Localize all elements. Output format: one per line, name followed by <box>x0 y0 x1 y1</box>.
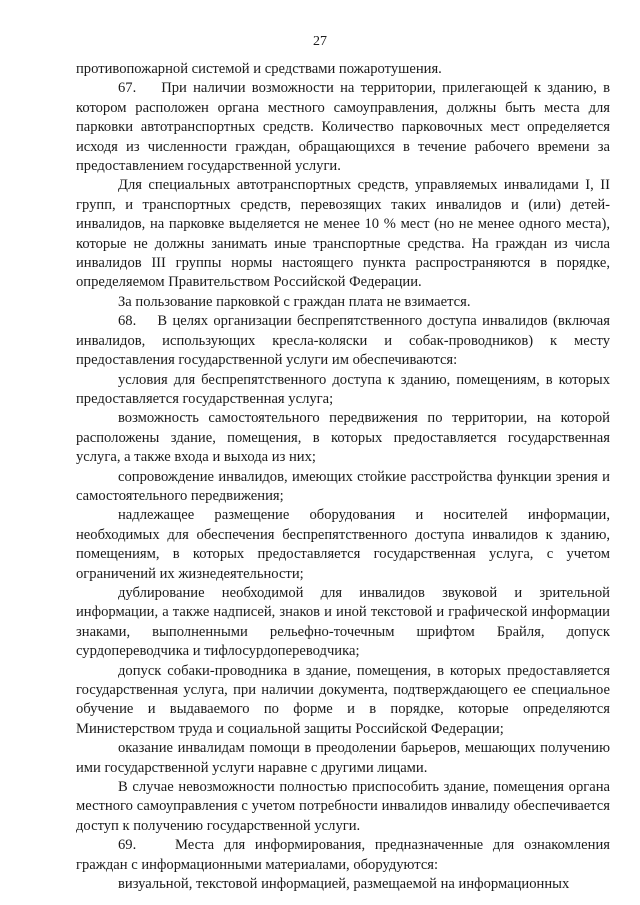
list-item-escort: сопровождение инвалидов, имеющих стойкие расстройства функции зрения и самостоятельного передвижения; <box>76 468 610 504</box>
list-item-equipment: надлежащее размещение оборудования и носителей информации, необходимых для обеспечения беспрепятственного доступа инвалидов к зданию, помещениям, в которых предоставляется государственная услуга, с учетом ограничений их жизнедеятельности; <box>76 507 610 582</box>
paragraph-impossibility: В случае невозможности полностью приспособить здание, помещения органа местного самоуправления с учетом потребности инвалидов инвалиду обеспечивается доступ к получению государственной услуги. <box>76 779 610 834</box>
list-item-assistance: оказание инвалидам помощи в преодолении барьеров, мешающих получению ими государственной услуги наравне с другими лицами. <box>76 740 610 776</box>
list-item-braille: дублирование необходимой для инвалидов звуковой и зрительной информации, а также надписей, знаков и иной текстовой и графической информации знаками, выполненными рельефно-точечным шрифтом Брайля, допуск сурдопереводчика и тифлосурдопереводчика; <box>76 584 610 660</box>
page-number: 27 <box>313 34 327 49</box>
list-item-access-conditions: условия для беспрепятственного доступа к зданию, помещениям, в которых предоставляется государственная услуга; <box>76 371 610 407</box>
list-item-movement: возможность самостоятельного передвижения по территории, на которой расположены здание, помещения, в которых предоставляется государственная услуга, а также входа и выхода из них; <box>76 410 610 466</box>
paragraph-69-information: 69. Места для информирования, предназначенные для ознакомления граждан с информационными материалами, оборудуются: <box>76 837 610 873</box>
paragraph-68-accessibility: 68. В целях организации беспрепятственного доступа инвалидов (включая инвалидов, использующих кресла-коляски и собак-проводников) к месту предоставления государственной услуги им обеспечиваются: <box>76 313 610 369</box>
paragraph-parking-free: За пользование парковкой с граждан плата не взимается. <box>118 293 471 310</box>
list-item-guide-dog: допуск собаки-проводника в здание, помещения, в которых предоставляется государственная услуга, при наличии документа, подтверждающего ее специальное обучение и выдаваемого по форме и в порядке, которые определяются Министерством труда и социальной защиты Российской Федерации; <box>76 662 610 737</box>
list-item-visual-info: визуальной, текстовой информацией, размещаемой на информационных <box>118 876 570 893</box>
paragraph-67-parking: 67. При наличии возможности на территории, прилегающей к зданию, в котором расположен органа местного самоуправления, должны быть места для парковки автотранспортных средств. Количество парковочных мест определяется исходя из численности граждан, обращающихся в течение рабочего времени за предоставлением государственной услуги. <box>76 80 610 175</box>
paragraph-continuation: противопожарной системой и средствами пожаротушения. <box>76 61 442 77</box>
document-body <box>76 60 610 894</box>
paragraph-disabled-parking: Для специальных автотранспортных средств, управляемых инвалидами I, II групп, и транспортных средств, перевозящих таких инвалидов и (или) детей-инвалидов, на парковке выделяется не менее 10 % мест (но не менее одного места), которые не должны занимать иные транспортные средства. На граждан из числа инвалидов III группы нормы настоящего пункта распространяются в порядке, определяемом Правительством Российской Федерации. <box>76 177 610 291</box>
